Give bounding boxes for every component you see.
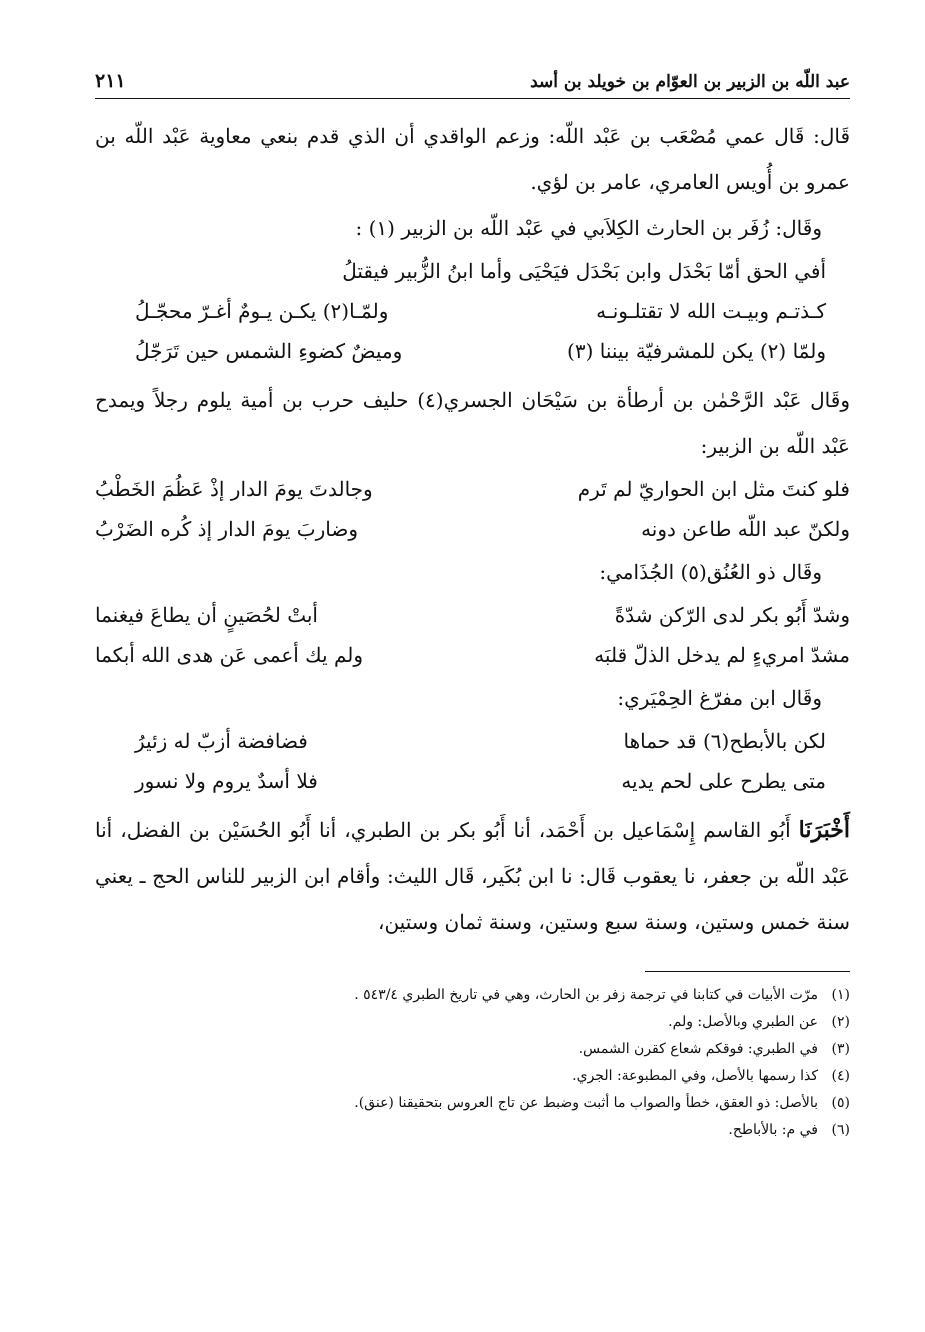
footnote-text: بالأصل: ذو العقق، خطأ والصواب ما أثبت وضبط عن تاج العروس بتحقيقنا (عنق). — [354, 1095, 818, 1111]
poem-4-line-2 — [95, 761, 850, 801]
footnote-divider — [645, 971, 850, 972]
paragraph-1: قَال: قَال عمي مُصْعَب بن عَبْد اللّه: وزعم الواقدي أن الذي قدم بنعي معاوية عَبْد اللّه بن عمرو بن أُويس العامري، عامر بن لؤي. — [95, 124, 850, 194]
poem-4-intro: وقَال ابن مفرّغ الحِمْيَري: — [617, 686, 822, 710]
poem-1-line-2 — [95, 291, 850, 331]
footnote-number: (١) — [831, 987, 850, 1003]
footnote-item — [95, 1063, 850, 1090]
footnote-text: عن الطبري وبالأصل: ولم. — [668, 1014, 818, 1030]
poem-3-intro: وقَال ذو العُنُق(٥) الجُذَامي: — [599, 560, 822, 584]
footnote-number: (٣) — [831, 1041, 850, 1057]
hemistich-second: فضافضة أزبّ له زئيرُ — [135, 729, 308, 753]
running-header — [95, 58, 850, 99]
hemistich-second: فلا أسدٌ يروم ولا نسور — [135, 769, 318, 793]
poem-1-intro: وقَال: زُفَر بن الحارث الكِلاَبي في عَبْد اللّه بن الزبير (١) : — [355, 216, 822, 240]
footnote-text: مرّت الأبيات في كتابنا في ترجمة زفر بن الحارث، وهي في تاريخ الطبري ٥٤٣/٤ . — [354, 987, 818, 1003]
poem-4-line-1 — [95, 721, 850, 761]
paragraph-3 — [95, 807, 850, 945]
main-text — [95, 113, 850, 1144]
hemistich-second: وجالدتَ يومَ الدار إذْ عَظُمَ الخَطْبُ — [95, 477, 373, 501]
hemistich-second: ولمّـا(٢) يكـن يـومٌ أغـرّ محجّـلُ — [135, 299, 389, 323]
hemistich-first: وشدّ أَبُو بكر لدى الرّكن شدّةً — [614, 603, 850, 627]
poem-1-line-1 — [95, 251, 850, 291]
verse-text: أفي الحق أمّا بَحْدَل وابن بَحْدَل فيَحْيَى وأما ابنُ الزُّبير فيقتلُ — [342, 259, 826, 283]
footnote-item — [95, 1036, 850, 1063]
hemistich-second: وضاربَ يومَ الدار إذ كُره الضَرْبُ — [95, 517, 359, 541]
paragraph-3-text: أَبُو القاسم إِسْمَاعيل بن أَحْمَد، أنا أَبُو بكر بن الطبري، أنا أَبُو الحُسَيْن بن الفضل، أنا عَبْد اللّه بن جعفر، نا يعقوب قَال: نا ابن بُكَير، قَال الليث: وأقام ابن الزبير للناس الحج ـ يعني سنة خمس وستين، وسنة سبع وستين، وسنة ثمان وستين، — [95, 818, 850, 934]
footnote-text: كذا رسمها بالأصل، وفي المطبوعة: الجري. — [572, 1068, 818, 1084]
hemistich-first: كـذتـم وبيـت الله لا تقتلـونـه — [596, 299, 826, 323]
poem-3-line-1 — [95, 595, 850, 635]
hemistich-first: مشدّ امريءٍ لم يدخل الذلّ قلبَه — [594, 643, 850, 667]
footnote-text: في الطبري: فوقكم شعاع كقرن الشمس. — [578, 1041, 818, 1057]
hemistich-first: لكن بالأبطح(٦) قد حماها — [623, 729, 826, 753]
footnote-number: (٢) — [831, 1014, 850, 1030]
hemistich-first: فلو كنتَ مثل ابن الحواريّ لم تَرم — [577, 477, 850, 501]
page-number: ٢١١ — [95, 70, 126, 92]
paragraph-2: وقَال عَبْد الرَّحْمٰن بن أرطأة بن سَيْحَان الجسري(٤) حليف حرب بن أمية يلوم رجلاً ويمدح عَبْد اللّه بن الزبير: — [95, 388, 850, 458]
footnote-number: (٥) — [831, 1095, 850, 1111]
footnote-item — [95, 1009, 850, 1036]
footnote-number: (٤) — [831, 1068, 850, 1084]
isnad-keyword: أَخْبَرَنَا — [798, 817, 850, 843]
hemistich-second: أبتْ لحُصَينٍ أن يطاعَ فيغنما — [95, 603, 318, 627]
footnotes — [95, 982, 850, 1144]
poem-2-line-1 — [95, 469, 850, 509]
hemistich-first: ولكنّ عبد اللّه طاعن دونه — [641, 517, 850, 541]
running-title: عبد اللّه بن الزبير بن العوّام بن خويلد بن أسد — [530, 72, 850, 92]
footnote-item — [95, 1090, 850, 1117]
footnote-item — [95, 1117, 850, 1144]
poem-2-line-2 — [95, 509, 850, 549]
footnote-text: في م: بالأباطح. — [728, 1122, 818, 1138]
footnote-item — [95, 982, 850, 1009]
hemistich-second: وميضٌ كضوءِ الشمس حين تَرَجّلُ — [135, 339, 403, 363]
poem-3-line-2 — [95, 635, 850, 675]
book-page — [95, 58, 850, 1278]
hemistich-second: ولم يك أعمى عَن هدى الله أبكما — [95, 643, 364, 667]
hemistich-first: متى يطرح على لحم يديه — [621, 769, 826, 793]
footnote-number: (٦) — [831, 1122, 850, 1138]
poem-1-line-3 — [95, 331, 850, 371]
hemistich-first: ولمّا (٢) يكن للمشرفيّة بيننا (٣) — [567, 339, 826, 363]
